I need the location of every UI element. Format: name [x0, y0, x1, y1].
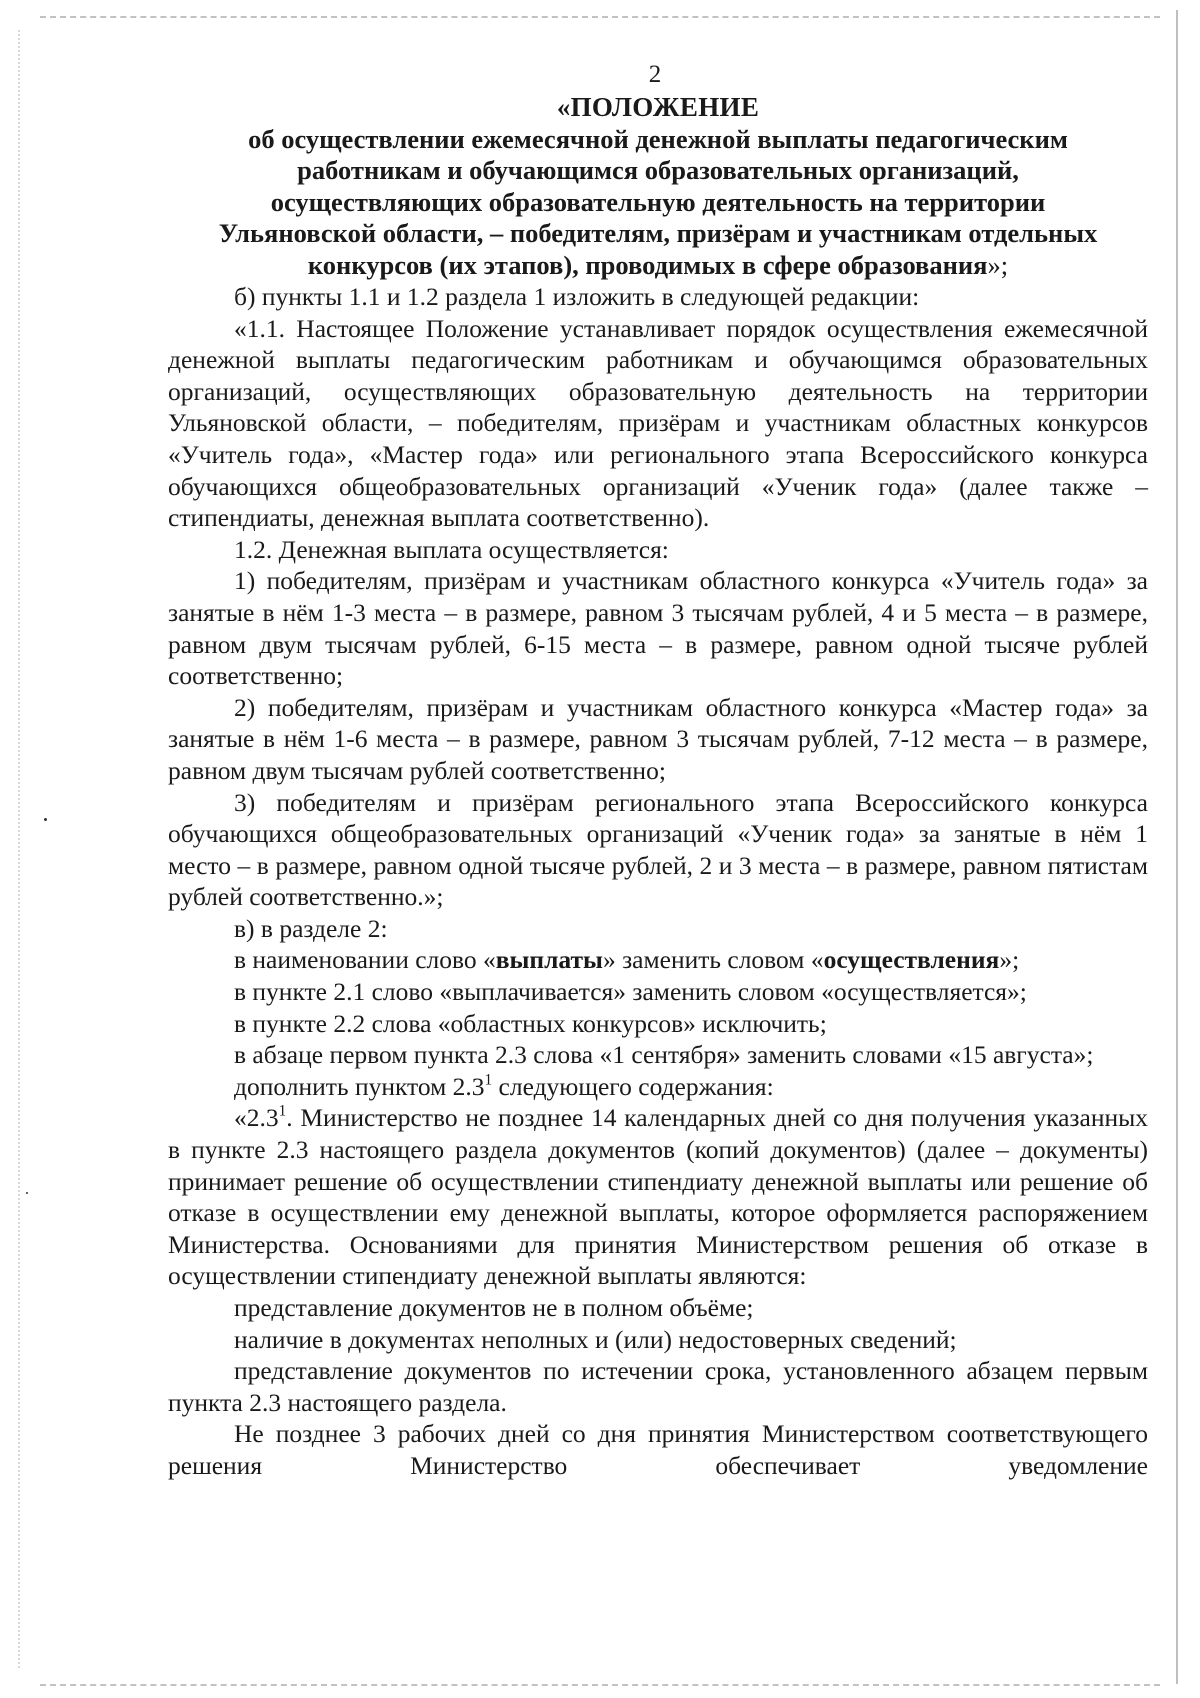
paragraph-2-1: в пункте 2.1 слово «выплачивается» заменить словом «осуществляется»; [234, 977, 1027, 1007]
scan-edge-top [40, 16, 1160, 18]
paragraph-1-2: 1.2. Денежная выплата осуществляется: [234, 534, 669, 564]
title-line: об осуществлении ежемесячной денежной выплаты педагогическим [248, 123, 1068, 154]
document-title [168, 92, 1148, 281]
scan-edge-bottom [40, 1684, 1160, 1686]
paragraph-2-3-1: «$2.3^1$. Министерство не позднее 14 календарных дней со дня получения указанных в пункте 2.3 настоящего раздела документов (копий документов) (далее – документы) принимает решение об осуществлении стипендиату денежной выплаты или решение об отказе в осуществлении ему денежной выплаты, которое оформляется распоряжением Министерства. Основаниями для принятия Министерством решения об отказе в осуществлении стипендиату денежной выплаты являются: [168, 1102, 1148, 1291]
scan-edge-right [1176, 10, 1178, 1684]
paragraph-ground-1: представление документов не в полном объёме; [234, 1293, 754, 1322]
title-line: Ульяновской области, – победителям, призёрам и участникам отдельных [218, 218, 1098, 248]
paragraph-b: б) пункты 1.1 и 1.2 раздела 1 изложить в следующей редакции: [234, 282, 920, 311]
title-line: осуществляющих образовательную деятельность на территории [270, 186, 1046, 217]
scan-speck [44, 818, 47, 821]
paragraph-notification: Не позднее 3 рабочих дней со дня принятия Министерством соответствующего решения Министерство обеспечивает уведомление [168, 1419, 1148, 1480]
paragraph-2-3: в абзаце первом пункта 2.3 слова «1 сентября» заменить словами «15 августа»; [234, 1040, 1094, 1070]
paragraph-add-point: дополнить пунктом $2.3^1$ следующего содержания: [234, 1071, 774, 1101]
paragraph-v: в) в разделе 2: [234, 913, 388, 943]
paragraph-item-1: 1) победителям, призёрам и участникам областного конкурса «Учитель года» за занятые в нём 1-3 места – в размере, равном 3 тысячам рублей, 4 и 5 места – в размере, равном двум тысячам рублей, 6-15 места – в размере, равном одной тысяче рублей соответственно; [168, 566, 1148, 691]
document-body [168, 60, 1148, 1482]
title-line: «ПОЛОЖЕНИЕ [556, 92, 760, 122]
page-number: 2 [648, 61, 662, 88]
scan-speck [26, 1192, 28, 1194]
title-line-bold: конкурсов (их этапов), проводимых в сфере образования [307, 249, 988, 280]
title-line: работникам и обучающимся образовательных организаций, [297, 155, 1019, 185]
paragraph-1-1: «1.1. Настоящее Положение устанавливает порядок осуществления ежемесячной денежной выплаты педагогическим работникам и обучающимся образовательных организаций, осуществляющих образовательную деятельность на территории Ульяновской области, – победителям, призёрам и участникам областных конкурсов «Учитель года», «Мастер года» или регионального этапа Всероссийского конкурса обучающихся общеобразовательных организаций «Ученик года» (далее также – стипендиаты, денежная выплата соответственно). [168, 313, 1148, 533]
title-line-tail: »; [987, 249, 1009, 280]
paragraph-name-change: в наименовании слово «выплаты» заменить словом «осуществления»; [234, 945, 1020, 975]
title-line [168, 250, 1148, 282]
paragraph-item-3: 3) победителям и призёрам регионального этапа Всероссийского конкурса обучающихся общеобразовательных организаций «Ученик года» за занятые в нём 1 место – в размере, равном одной тысяче рублей, 2 и 3 места – в размере, равном пятистам рублей соответственно.»; [168, 787, 1148, 912]
paragraph-ground-2: наличие в документах неполных и (или) недостоверных сведений; [234, 1324, 957, 1354]
paragraph-ground-3: представление документов по истечении срока, установленного абзацем первым пункта 2.3 настоящего раздела. [168, 1356, 1148, 1417]
paragraph-item-2: 2) победителям, призёрам и участникам областного конкурса «Мастер года» за занятые в нём 1-6 места – в размере, равном 3 тысячам рублей, 7-12 места – в размере, равном двум тысячам рублей соответственно; [168, 692, 1148, 785]
paragraph-2-2: в пункте 2.2 слова «областных конкурсов» исключить; [234, 1008, 827, 1038]
scan-edge-left [18, 30, 20, 1668]
